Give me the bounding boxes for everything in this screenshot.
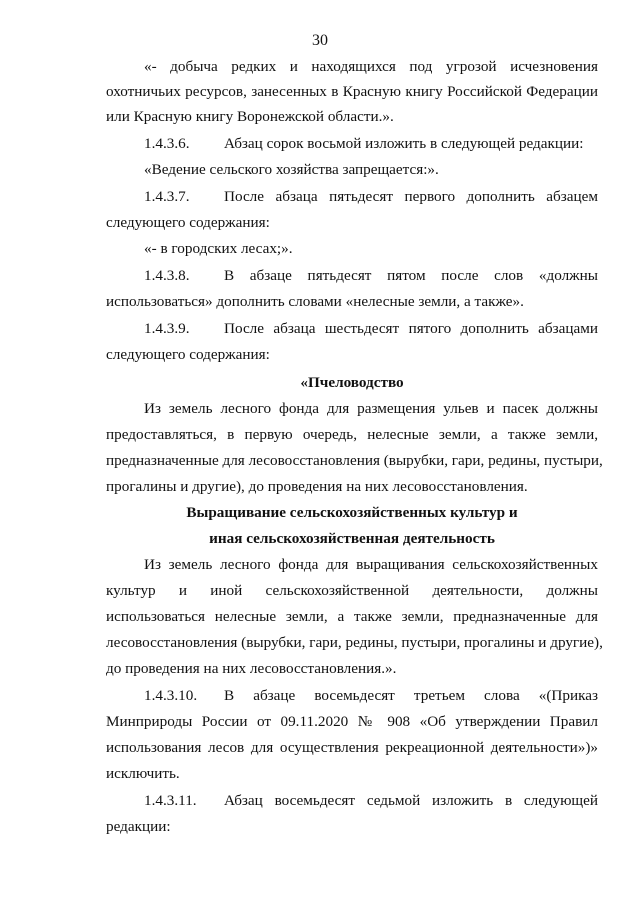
text-line: «- добыча редких и находящихся под угрозой исчезновения — [144, 58, 598, 75]
clause-number: 1.4.3.6. — [144, 135, 190, 152]
text-line: следующего содержания: — [106, 346, 270, 363]
section-heading: иная сельскохозяйственная деятельность — [209, 530, 495, 547]
clause-number: 1.4.3.11. — [144, 792, 197, 809]
text-line: «Ведение сельского хозяйства запрещается:». — [144, 161, 439, 178]
text-line: прогалины и другие), до проведения на них лесовосстановления. — [106, 478, 528, 495]
text-line: В абзаце восемьдесят третьем слова «(Приказ — [224, 687, 598, 704]
text-line: В абзаце пятьдесят пятом после слов «должны — [224, 267, 598, 284]
section-heading: Выращивание сельскохозяйственных культур и — [186, 504, 518, 521]
clause-line — [144, 134, 598, 154]
text-line: лесовосстановления (вырубки, гари, редины, пустыри, прогалины и другие), — [106, 634, 603, 651]
text-line: следующего содержания: — [106, 214, 270, 231]
text-line: охотничьих ресурсов, занесенных в Красную книгу Российской Федерации — [106, 83, 598, 100]
clause-line — [144, 686, 598, 706]
text-line: После абзаца пятьдесят первого дополнить абзацем — [224, 188, 598, 205]
text-line: Абзац сорок восьмой изложить в следующей редакции: — [224, 135, 584, 152]
page-number: 30 — [312, 32, 328, 49]
clause-number: 1.4.3.10. — [144, 687, 198, 704]
clause-number: 1.4.3.9. — [144, 320, 190, 337]
clause-line — [144, 187, 598, 207]
text-line: или Красную книгу Воронежской области.». — [106, 108, 394, 125]
text-line: исключить. — [106, 765, 180, 782]
text-line: до проведения на них лесовосстановления.». — [106, 660, 397, 677]
clause-line — [144, 791, 598, 811]
text-line: предназначенные для лесовосстановления (вырубки, гари, редины, пустыри, — [106, 452, 603, 469]
clause-number: 1.4.3.7. — [144, 188, 190, 205]
text-line: использоваться» дополнить словами «нелесные земли, а также». — [106, 293, 524, 310]
text-line: Минприроды России от 09.11.2020 № 908 «Об утверждении Правил — [106, 713, 598, 730]
clause-line — [144, 319, 598, 339]
text-line: Из земель лесного фонда для размещения ульев и пасек должны — [144, 400, 598, 417]
clause-number: 1.4.3.8. — [144, 267, 190, 284]
section-heading: «Пчеловодство — [300, 374, 404, 391]
clause-line — [144, 266, 598, 286]
text-line: предоставляться, в первую очередь, нелесные земли, а также земли, — [106, 426, 598, 443]
text-line: Из земель лесного фонда для выращивания сельскохозяйственных — [144, 556, 598, 573]
text-line: культур и иной сельскохозяйственной деятельности, должны — [106, 582, 598, 599]
text-line: После абзаца шестьдесят пятого дополнить абзацами — [224, 320, 598, 337]
text-line: Абзац восемьдесят седьмой изложить в следующей — [224, 792, 598, 809]
text-line: использования лесов для осуществления рекреационной деятельности»)» — [106, 739, 598, 756]
text-line: редакции: — [106, 818, 171, 835]
text-line: «- в городских лесах;». — [144, 240, 293, 257]
text-line: использоваться нелесные земли, а также земли, предназначенные для — [106, 608, 598, 625]
